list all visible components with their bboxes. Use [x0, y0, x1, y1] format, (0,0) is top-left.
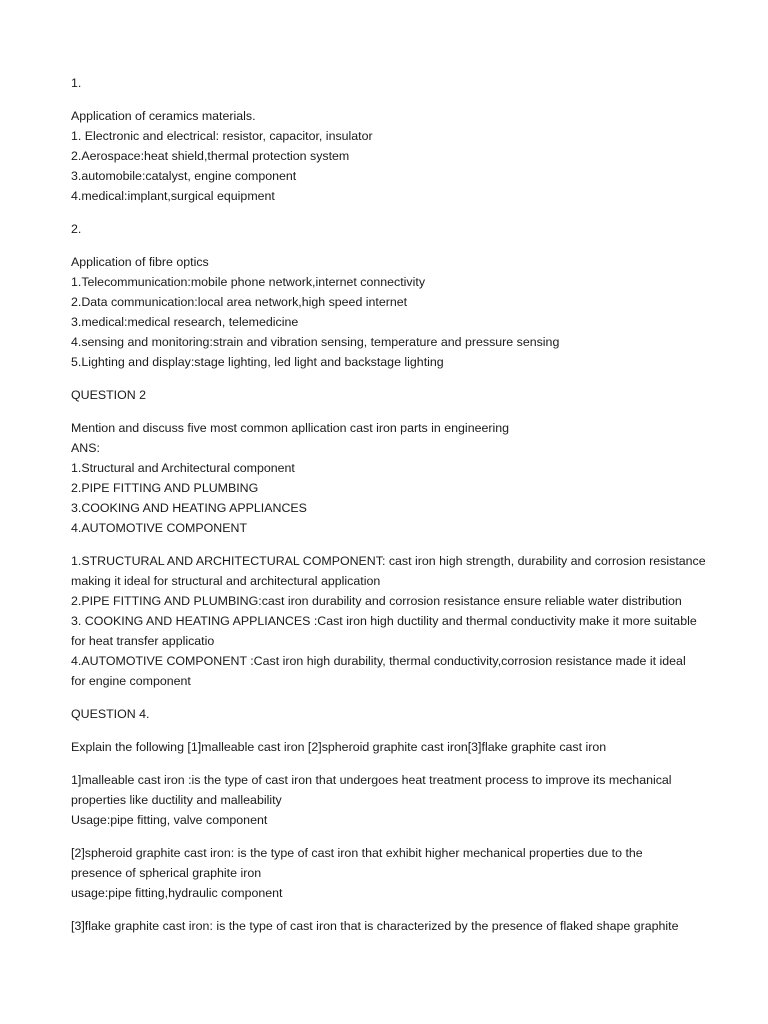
text-line: presence of spherical graphite iron [71, 866, 262, 880]
text-line: 3. COOKING AND HEATING APPLIANCES :Cast iron high ductility and thermal conductivity make it more suitable [71, 614, 697, 628]
text-line: Usage:pipe fitting, valve component [71, 813, 268, 827]
text-line: 3.automobile:catalyst, engine component [71, 169, 297, 183]
text-line: making it ideal for structural and architectural application [71, 574, 381, 588]
text-line: 1.Structural and Architectural component [71, 461, 295, 475]
text-line: 4.AUTOMOTIVE COMPONENT :Cast iron high durability, thermal conductivity,corrosion resistance made it ideal [71, 654, 686, 668]
paragraph [71, 73, 711, 93]
text-line: QUESTION 4. [71, 707, 150, 721]
text-line: for heat transfer applicatio [71, 634, 215, 648]
paragraph [71, 770, 711, 830]
text-line: 2.PIPE FITTING AND PLUMBING:cast iron durability and corrosion resistance ensure reliable water distribution [71, 594, 682, 608]
text-line: usage:pipe fitting,hydraulic component [71, 886, 283, 900]
text-line: Explain the following [1]malleable cast iron [2]spheroid graphite cast iron[3]flake graphite cast iron [71, 740, 607, 754]
paragraph [71, 219, 711, 239]
document-page [71, 73, 711, 949]
text-line: 3.medical:medical research, telemedicine [71, 315, 299, 329]
text-line: 2.Data communication:local area network,high speed internet [71, 295, 408, 309]
text-line: 4.sensing and monitoring:strain and vibration sensing, temperature and pressure sensing [71, 335, 560, 349]
text-line: Mention and discuss five most common apllication cast iron parts in engineering [71, 421, 510, 435]
text-line: 1.STRUCTURAL AND ARCHITECTURAL COMPONENT: cast iron high strength, durability and corrosion resistance [71, 554, 706, 568]
text-line: 2.PIPE FITTING AND PLUMBING [71, 481, 259, 495]
text-line: QUESTION 2 [71, 388, 147, 402]
paragraph [71, 737, 711, 757]
paragraph [71, 106, 711, 206]
text-line: Application of ceramics materials. [71, 109, 256, 123]
text-line: Application of fibre optics [71, 255, 209, 269]
text-line: ANS: [71, 441, 100, 455]
text-line: [2]spheroid graphite cast iron: is the type of cast iron that exhibit higher mechanical properties due to the [71, 846, 643, 860]
paragraph [71, 916, 711, 936]
text-line: 5.Lighting and display:stage lighting, led light and backstage lighting [71, 355, 444, 369]
paragraph [71, 843, 711, 903]
text-line: 1. Electronic and electrical: resistor, capacitor, insulator [71, 129, 373, 143]
paragraph [71, 252, 711, 372]
text-line: 3.COOKING AND HEATING APPLIANCES [71, 501, 307, 515]
paragraph [71, 551, 711, 691]
text-line: 4.medical:implant,surgical equipment [71, 189, 275, 203]
text-line: [3]flake graphite cast iron: is the type of cast iron that is characterized by the presence of flaked shape graphite [71, 919, 679, 933]
paragraph [71, 385, 711, 405]
text-line: 2. [71, 222, 82, 236]
text-line: 1]malleable cast iron :is the type of cast iron that undergoes heat treatment process to improve its mechanical [71, 773, 672, 787]
paragraph [71, 704, 711, 724]
text-line: 1.Telecommunication:mobile phone network,internet connectivity [71, 275, 426, 289]
text-line: properties like ductility and malleability [71, 793, 282, 807]
paragraph [71, 418, 711, 538]
text-line: 2.Aerospace:heat shield,thermal protection system [71, 149, 350, 163]
text-line: 4.AUTOMOTIVE COMPONENT [71, 521, 248, 535]
text-line: 1. [71, 76, 82, 90]
text-line: for engine component [71, 674, 191, 688]
